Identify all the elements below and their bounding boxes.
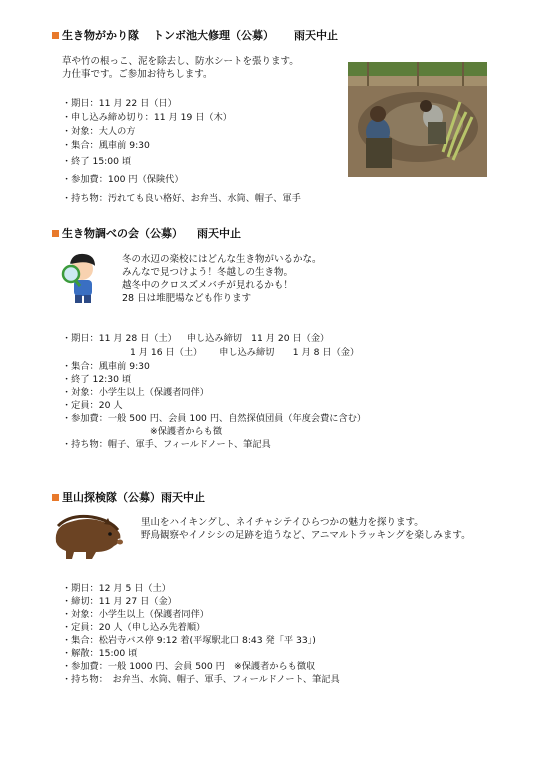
intro-line: 力仕事です。ご参加お待ちします。 [62,69,213,80]
section2-intro [122,253,322,305]
list-item: ・終了 15:00 頃 [62,156,132,167]
list-item: ・申し込み締め切り：11 月 19 日（木） [62,112,232,123]
orange-square-icon [52,230,59,237]
list-item: ・解散：15:00 頃 [62,648,138,659]
list-item: ・期日：12 月 5 日（土） [62,583,171,594]
deadline-2: 申し込み締切 1 月 8 日（金） [219,347,360,358]
section1-heading [52,27,338,43]
section3-intro [141,516,471,542]
pond-work-photo [348,62,487,177]
section2-title: 生き物調べの会（公募） [62,227,183,240]
section3-heading [52,489,205,505]
list-item: ・集合：風車前 9:30 [62,140,150,151]
date-1: ・期日：11 月 28 日（土） [62,333,177,344]
section1-title: 生き物がかり隊 [62,29,139,42]
list-item: ・集合：風車前 9:30 [62,361,150,372]
section2-status: 雨天中止 [197,227,241,240]
section3-title: 里山探検隊（公募）雨天中止 [62,491,205,504]
section2-heading [52,225,241,241]
orange-square-icon [52,494,59,501]
deadline-1: 申し込み締切 11 月 20 日（金） [186,333,330,344]
list-item: ・集合：松岩寺バス停 9:12 着(平塚駅北口 8:43 発「平 33」) [62,635,316,646]
list-item: ・参加費：100 円（保険代） [62,174,184,185]
child-magnifier-illustration [60,250,102,305]
date-row [62,344,359,358]
intro-line: 28 日は堆肥場なども作ります [122,293,252,304]
list-item: ・参加費：一般 1000 円、会員 500 円 ※保護者からも徴収 [62,661,316,672]
section1-status: 雨天中止 [294,29,338,42]
list-item: ・定員：20 人（申し込み先着順） [62,622,206,633]
list-item: ・締切：11 月 27 日（金） [62,596,177,607]
section1-intro [62,55,299,81]
intro-line: 里山をハイキングし、ネイチャシテイひらつかの魅力を探ります。 [141,517,424,528]
list-item: ・期日：11 月 22 日（日） [62,98,177,109]
section1-subtitle: トンボ池大修理（公募） [153,29,274,42]
list-item: ・参加費：一般 500 円、会員 100 円、自然探偵団員（年度会費に含む） [62,413,367,424]
note-text: ※保護者からも徴 [150,426,223,437]
list-item: ・持ち物：汚れても良い格好、お弁当、水筒、帽子、軍手 [62,193,301,204]
list-item: ・終了 12:30 頃 [62,374,132,385]
list-item: ・持ち物：帽子、軍手、フィールドノート、筆記具 [62,439,271,450]
list-item: ・対象：小学生以上（保護者同伴） [62,387,209,398]
list-item: ・対象：大人の方 [62,126,136,137]
list-item: ・対象：小学生以上（保護者同伴） [62,609,209,620]
list-item: ・持ち物： お弁当、水筒、帽子、軍手、フィールドノート、筆記具 [62,674,340,685]
intro-line: みんなで見つけよう！冬越しの生き物。 [122,267,294,278]
orange-square-icon [52,32,59,39]
intro-line: 冬の水辺の楽校にはどんな生き物がいるかな。 [122,254,322,265]
date-2: 1 月 16 日（土） [130,347,203,358]
intro-line: 野鳥観察やイノシシの足跡を追うなど、アニマルトラッキングを楽しみます。 [141,530,471,541]
wild-boar-illustration [52,512,124,562]
intro-line: 草や竹の根っこ、泥を除去し、防水シートを張ります。 [62,56,299,67]
list-item: ・定員：20 人 [62,400,123,411]
date-row [62,330,329,344]
intro-line: 越冬中のクロスズメバチが見れるかも！ [122,280,293,291]
